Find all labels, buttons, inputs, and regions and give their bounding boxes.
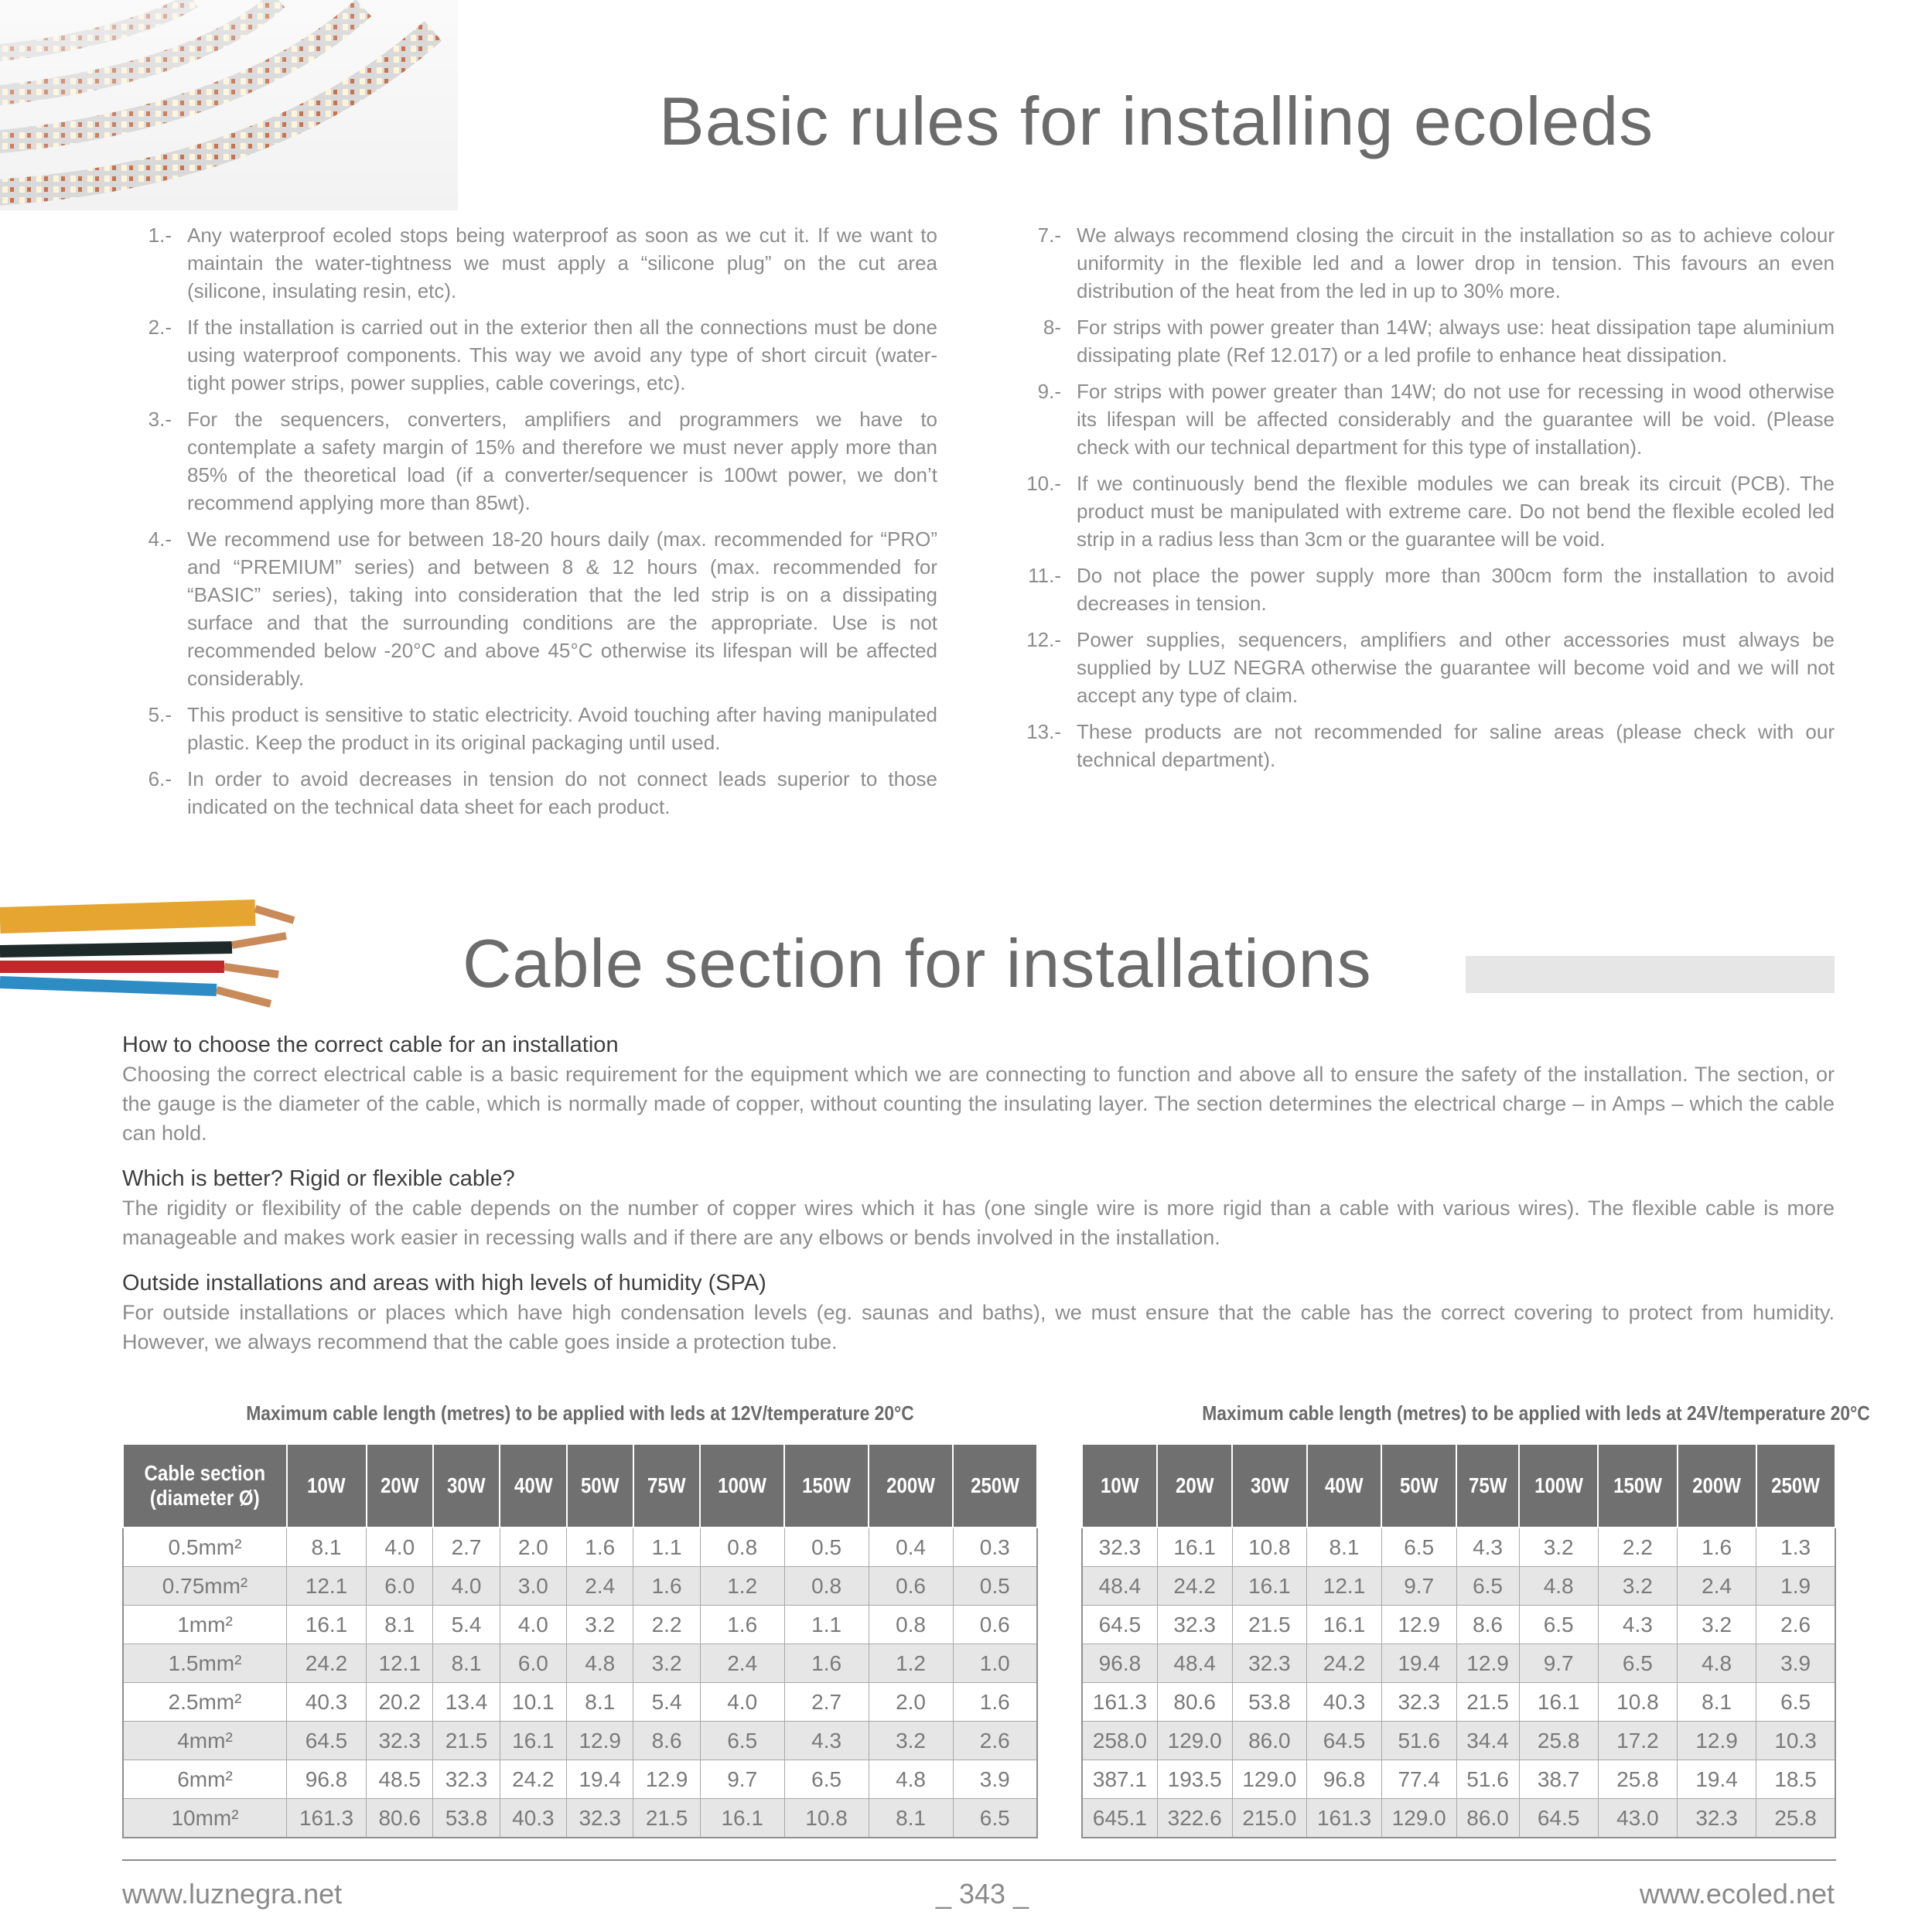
- rule-number: 10.-: [1026, 472, 1061, 495]
- rule-text: This product is sensitive to static electricity. Avoid touching after having manipulated plastic. Keep the product in its original packaging until used.: [187, 703, 937, 754]
- table-cell: 12.1: [287, 1567, 367, 1606]
- table-cell: 0.6: [953, 1606, 1037, 1644]
- cable-section-cell: 0.75mm²: [123, 1567, 287, 1606]
- column-header-label: 75W: [647, 1473, 686, 1497]
- rule-item: [124, 405, 937, 517]
- column-header: [953, 1444, 1037, 1528]
- table-cell: 64.5: [1519, 1799, 1598, 1838]
- rule-number: 6.-: [148, 767, 172, 790]
- table-cell: 1.2: [869, 1644, 953, 1683]
- table-cell: 80.6: [367, 1799, 433, 1838]
- rule-number: 2.-: [148, 316, 172, 339]
- table-cell: 40.3: [287, 1683, 367, 1722]
- table-cell: 64.5: [1307, 1722, 1382, 1760]
- table-cell: 25.8: [1519, 1722, 1598, 1760]
- table-cell: 32.3: [367, 1722, 433, 1760]
- rule-item: [1013, 469, 1835, 553]
- table-cell: 8.1: [1307, 1528, 1382, 1567]
- table-cell: 38.7: [1519, 1760, 1598, 1799]
- table-cell: 215.0: [1232, 1799, 1307, 1838]
- table-cell: 34.4: [1456, 1722, 1519, 1760]
- column-header: [1157, 1444, 1232, 1528]
- table-cell: 12.9: [1381, 1606, 1456, 1644]
- table-cell: 6.5: [953, 1799, 1037, 1838]
- column-header-label: 200W: [1692, 1473, 1742, 1497]
- table-cell: 0.5: [953, 1567, 1037, 1606]
- led-strip-photo: [0, 0, 458, 210]
- rule-number: 7.-: [1037, 224, 1061, 247]
- table-cell: 3.9: [1756, 1644, 1835, 1683]
- table-row: [123, 1760, 1037, 1799]
- table-cell: 6.5: [1381, 1528, 1456, 1567]
- rule-item: [1013, 377, 1835, 461]
- rule-text: We recommend use for between 18-20 hours daily (max. recommended for “PRO” and “PREMIUM” series) and between 8 & 12 hours (max. recommended for “BASIC” series), taking into consideration that the led strip is on a dissipating surface and that the surrounding conditions are the appropriate. Use is not recommended below -20°C and above 45°C otherwise its lifespan will be affected considerably.: [187, 527, 937, 690]
- cable-photo: [0, 889, 309, 1013]
- rules-title: Basic rules for installing ecoleds: [659, 83, 1654, 159]
- table-cell: 3.2: [1519, 1528, 1598, 1567]
- table-cell: 51.6: [1381, 1722, 1456, 1760]
- table-cell: 18.5: [1756, 1760, 1835, 1799]
- table-cell: 387.1: [1082, 1760, 1157, 1799]
- column-header-label: 100W: [718, 1473, 767, 1497]
- rule-number: 8-: [1043, 316, 1061, 339]
- table-header-row: [123, 1444, 1037, 1528]
- table-cell: 32.3: [1157, 1606, 1232, 1644]
- table-cell: 258.0: [1082, 1722, 1157, 1760]
- table-cell: 32.3: [433, 1760, 500, 1799]
- table-cell: 2.6: [953, 1722, 1037, 1760]
- table-cell: 20.2: [367, 1683, 433, 1722]
- table-cell: 24.2: [1307, 1644, 1382, 1683]
- table-cell: 19.4: [1678, 1760, 1756, 1799]
- rule-text: For the sequencers, converters, amplifiers and programmers we have to contemplate a safety margin of 15% and therefore we must never apply more than 85% of the theoretical load (if a converter/sequencer is 100wt power, we don’t recommend applying more than 85wt).: [187, 408, 937, 514]
- table-cell: 32.3: [1678, 1799, 1756, 1838]
- table-cell: 25.8: [1598, 1760, 1677, 1799]
- rule-item: [124, 765, 937, 821]
- table-cell: 1.1: [633, 1528, 700, 1567]
- table-cell: 1.6: [700, 1606, 784, 1644]
- table-24v-caption: Maximum cable length (metres) to be applied with leds at 24V/temperature 20°C: [1202, 1401, 1870, 1425]
- page-number: _ 343 _: [935, 1878, 1029, 1910]
- table-cell: 6.5: [1756, 1683, 1835, 1722]
- table-cell: 40.3: [1307, 1683, 1382, 1722]
- table-cell: 64.5: [287, 1722, 367, 1760]
- table-cell: 8.1: [287, 1528, 367, 1567]
- table-row: [1082, 1567, 1835, 1606]
- rule-text: In order to avoid decreases in tension do not connect leads superior to those indicated on the technical data sheet for each product.: [187, 767, 937, 818]
- table-row: [1082, 1683, 1835, 1722]
- table-header-row: [1082, 1444, 1835, 1528]
- rule-text: Any waterproof ecoled stops being waterproof as soon as we cut it. If we want to maintain the water-tightness we must apply a “silicone plug” on the cut area (silicone, insulating resin, etc).: [187, 224, 937, 302]
- table-cell: 25.8: [1756, 1799, 1835, 1838]
- rule-text: These products are not recommended for saline areas (please check with our technical department).: [1077, 720, 1835, 771]
- rule-text: For strips with power greater than 14W; do not use for recessing in wood otherwise its lifespan will be affected considerably and the guarantee will be void. (Please check with our technical department for this type of installation).: [1077, 380, 1835, 459]
- column-header-label: 30W: [447, 1473, 486, 1497]
- cable-section-cell: 10mm²: [123, 1799, 287, 1838]
- section-body: The rigidity or flexibility of the cable depends on the number of copper wires which it has (one single wire is more rigid than a cable with various wires). The flexible cable is more manageable and makes work easier in recessing walls and if there are any elbows or bends involved in the installation.: [122, 1196, 1835, 1249]
- table-cell: 4.8: [1678, 1644, 1756, 1683]
- table-cell: 64.5: [1082, 1606, 1157, 1644]
- table-cell: 1.6: [567, 1528, 633, 1567]
- table-cell: 53.8: [433, 1799, 500, 1838]
- column-header-label: 20W: [380, 1473, 419, 1497]
- column-header: [1381, 1444, 1456, 1528]
- table-cell: 0.8: [784, 1567, 869, 1606]
- column-header: [1598, 1444, 1677, 1528]
- table-cell: 21.5: [1232, 1606, 1307, 1644]
- table-cell: 3.2: [1598, 1567, 1677, 1606]
- column-header-label: 10W: [307, 1473, 346, 1497]
- cable-section-cell: 1mm²: [123, 1606, 287, 1644]
- decorative-bar: [1466, 956, 1835, 993]
- table-cell: 3.0: [500, 1567, 566, 1606]
- table-cell: 12.9: [567, 1722, 633, 1760]
- rule-number: 1.-: [148, 224, 172, 247]
- column-header: [700, 1444, 784, 1528]
- table-cell: 10.8: [1598, 1683, 1677, 1722]
- column-header: [367, 1444, 433, 1528]
- table-cell: 6.5: [700, 1722, 784, 1760]
- table-cell: 2.7: [784, 1683, 869, 1722]
- table-cell: 10.8: [784, 1799, 869, 1838]
- column-header-label: 20W: [1175, 1473, 1214, 1497]
- cable-section-cell: 6mm²: [123, 1760, 287, 1799]
- table-cell: 1.6: [953, 1683, 1037, 1722]
- table-cell: 6.5: [784, 1760, 869, 1799]
- table-cell: 0.3: [953, 1528, 1037, 1567]
- table-cell: 6.0: [500, 1644, 566, 1683]
- section-body: For outside installations or places which have high condensation levels (eg. saunas and baths), we must ensure that the cable has the correct covering to protect from humidity. However, we always recommend that the cable goes inside a protection tube.: [122, 1301, 1835, 1353]
- table-cell: 2.0: [869, 1683, 953, 1722]
- table-cell: 13.4: [433, 1683, 500, 1722]
- table-cell: 1.6: [1678, 1528, 1756, 1567]
- rule-number: 11.-: [1028, 564, 1061, 587]
- table-cell: 0.5: [784, 1528, 869, 1567]
- table-cell: 12.1: [367, 1644, 433, 1683]
- table-row: [1082, 1528, 1835, 1567]
- table-cell: 3.2: [1678, 1606, 1756, 1644]
- column-header: [1232, 1444, 1307, 1528]
- table-cell: 21.5: [433, 1722, 500, 1760]
- table-cell: 96.8: [287, 1760, 367, 1799]
- table-row: [1082, 1799, 1835, 1838]
- table-cell: 193.5: [1157, 1760, 1232, 1799]
- table-cell: 8.6: [633, 1722, 700, 1760]
- column-header-label: 10W: [1100, 1473, 1139, 1497]
- table-cell: 86.0: [1232, 1722, 1307, 1760]
- table-cell: 12.9: [633, 1760, 700, 1799]
- column-header: [1519, 1444, 1598, 1528]
- table-cell: 16.1: [287, 1606, 367, 1644]
- table-cell: 48.4: [1082, 1567, 1157, 1606]
- table-cell: 2.0: [500, 1528, 566, 1567]
- table-cell: 1.6: [784, 1644, 869, 1683]
- rule-text: If the installation is carried out in the exterior then all the connections must be done using waterproof components. This way we avoid any type of short circuit (water-tight power strips, power supplies, cable coverings, etc).: [187, 316, 937, 394]
- footer-link-ecoled[interactable]: www.ecoled.net: [1639, 1878, 1835, 1910]
- table-row: [123, 1683, 1037, 1722]
- table-cell: 4.0: [500, 1606, 566, 1644]
- table-cell: 645.1: [1082, 1799, 1157, 1838]
- table-cell: 9.7: [700, 1760, 784, 1799]
- table-cell: 17.2: [1598, 1722, 1677, 1760]
- table-row: [1082, 1606, 1835, 1644]
- table-cell: 24.2: [500, 1760, 566, 1799]
- section-outside-humidity: [122, 1268, 1835, 1357]
- rule-number: 5.-: [148, 703, 172, 726]
- table-row: [1082, 1644, 1835, 1683]
- table-cell: 12.1: [1307, 1567, 1382, 1606]
- table-cell: 3.9: [953, 1760, 1037, 1799]
- table-row: [1082, 1722, 1835, 1760]
- table-cell: 53.8: [1232, 1683, 1307, 1722]
- cable-section-cell: 1.5mm²: [123, 1644, 287, 1683]
- rule-text: For strips with power greater than 14W; always use: heat dissipation tape aluminium dissipating plate (Ref 12.017) or a led profile to enhance heat dissipation.: [1077, 316, 1835, 367]
- table-row: [123, 1528, 1037, 1567]
- table-cell: 129.0: [1381, 1799, 1456, 1838]
- table-cell: 48.5: [367, 1760, 433, 1799]
- table-row: [123, 1644, 1037, 1683]
- table-cell: 10.1: [500, 1683, 566, 1722]
- cable-section-cell: 2.5mm²: [123, 1683, 287, 1722]
- table-cell: 2.7: [433, 1528, 500, 1567]
- rule-text: If we continuously bend the flexible modules we can break its circuit (PCB). The product must be manipulated with extreme care. Do not bend the flexible ecoled led strip in a radius less than 3cm or the guarantee will be void.: [1077, 472, 1835, 551]
- column-header-label: 50W: [1399, 1473, 1439, 1497]
- rules-list-right: [1013, 221, 1835, 782]
- column-header-label: 250W: [1771, 1473, 1821, 1497]
- rule-item: [124, 525, 937, 692]
- column-header-label: 150W: [802, 1473, 852, 1497]
- column-header: [1678, 1444, 1756, 1528]
- table-cell: 161.3: [1082, 1683, 1157, 1722]
- table-cell: 3.2: [869, 1722, 953, 1760]
- table-cell: 129.0: [1157, 1722, 1232, 1760]
- section-heading: Outside installations and areas with high levels of humidity (SPA): [122, 1271, 766, 1295]
- table-cell: 21.5: [1456, 1683, 1519, 1722]
- table-cell: 8.1: [367, 1606, 433, 1644]
- column-header: [1307, 1444, 1382, 1528]
- rule-item: [1013, 562, 1835, 617]
- rule-item: [1013, 626, 1835, 709]
- column-header: [433, 1444, 500, 1528]
- table-cell: 16.1: [500, 1722, 566, 1760]
- footer-link-luznegra[interactable]: www.luznegra.net: [122, 1878, 343, 1910]
- table-row: [123, 1799, 1037, 1838]
- table-cell: 0.8: [700, 1528, 784, 1567]
- column-header: [784, 1444, 869, 1528]
- column-header-label: 100W: [1534, 1473, 1583, 1497]
- table-cell: 6.5: [1519, 1606, 1598, 1644]
- cable-section-header-label: Cable section (diameter Ø): [144, 1461, 266, 1510]
- table-cell: 80.6: [1157, 1683, 1232, 1722]
- column-header-label: 40W: [1325, 1473, 1364, 1497]
- table-cell: 51.6: [1456, 1760, 1519, 1799]
- table-cell: 0.6: [869, 1567, 953, 1606]
- table-cell: 6.0: [367, 1567, 433, 1606]
- table-cell: 1.0: [953, 1644, 1037, 1683]
- table-cell: 12.9: [1456, 1644, 1519, 1683]
- table-cell: 43.0: [1598, 1799, 1677, 1838]
- table-cell: 19.4: [1381, 1644, 1456, 1683]
- footer-divider: [122, 1859, 1836, 1861]
- table-cell: 0.8: [869, 1606, 953, 1644]
- table-cell: 1.2: [700, 1567, 784, 1606]
- table-cell: 12.9: [1678, 1722, 1756, 1760]
- table-cell: 3.2: [633, 1644, 700, 1683]
- column-header-label: 50W: [580, 1473, 620, 1497]
- column-header: [287, 1444, 367, 1528]
- cable-section-cell: 0.5mm²: [123, 1528, 287, 1567]
- table-cell: 10.3: [1756, 1722, 1835, 1760]
- rule-number: 3.-: [148, 408, 172, 431]
- table-cell: 1.1: [784, 1606, 869, 1644]
- table-row: [123, 1606, 1037, 1644]
- table-row: [123, 1722, 1037, 1760]
- table-cell: 4.0: [433, 1567, 500, 1606]
- cable-section-header: [123, 1444, 287, 1528]
- table-cell: 2.4: [1678, 1567, 1756, 1606]
- table-cell: 4.3: [1456, 1528, 1519, 1567]
- table-cell: 96.8: [1082, 1644, 1157, 1683]
- table-cell: 19.4: [567, 1760, 633, 1799]
- table-cell: 40.3: [500, 1799, 566, 1838]
- table-cell: 4.0: [700, 1683, 784, 1722]
- table-cell: 8.1: [869, 1799, 953, 1838]
- column-header-label: 150W: [1613, 1473, 1662, 1497]
- table-cell: 32.3: [1381, 1683, 1456, 1722]
- table-cell: 129.0: [1232, 1760, 1307, 1799]
- column-header: [633, 1444, 700, 1528]
- table-cell: 2.4: [700, 1644, 784, 1683]
- table-cell: 4.8: [567, 1644, 633, 1683]
- column-header: [1082, 1444, 1157, 1528]
- rule-number: 13.-: [1026, 720, 1061, 743]
- table-row: [1082, 1760, 1835, 1799]
- rule-item: [124, 701, 937, 756]
- table-cell: 8.6: [1456, 1606, 1519, 1644]
- table-cell: 16.1: [700, 1799, 784, 1838]
- table-cell: 161.3: [287, 1799, 367, 1838]
- table-cell: 16.1: [1157, 1528, 1232, 1567]
- table-cell: 86.0: [1456, 1799, 1519, 1838]
- table-cell: 8.1: [433, 1644, 500, 1683]
- column-header-label: 40W: [514, 1473, 553, 1497]
- table-cell: 4.3: [1598, 1606, 1677, 1644]
- cable-section-cell: 4mm²: [123, 1722, 287, 1760]
- section-heading: How to choose the correct cable for an installation: [122, 1033, 619, 1057]
- table-cell: 4.8: [1519, 1567, 1598, 1606]
- rule-text: Power supplies, sequencers, amplifiers and other accessories must always be supplied by LUZ NEGRA otherwise the guarantee will become void and we will not accept any type of claim.: [1077, 628, 1835, 707]
- table-cell: 5.4: [433, 1606, 500, 1644]
- table-12v: [122, 1443, 1038, 1838]
- column-header: [1456, 1444, 1519, 1528]
- rule-text: Do not place the power supply more than 300cm form the installation to avoid decreases in tension.: [1077, 564, 1835, 615]
- table-cell: 32.3: [1232, 1644, 1307, 1683]
- table-cell: 2.6: [1756, 1606, 1835, 1644]
- table-cell: 8.1: [567, 1683, 633, 1722]
- table-cell: 322.6: [1157, 1799, 1232, 1838]
- column-header-label: 30W: [1250, 1473, 1289, 1497]
- table-cell: 6.5: [1456, 1567, 1519, 1606]
- rule-item: [1013, 718, 1835, 773]
- table-cell: 16.1: [1307, 1606, 1382, 1644]
- table-cell: 2.4: [567, 1567, 633, 1606]
- table-cell: 77.4: [1381, 1760, 1456, 1799]
- rule-item: [1013, 313, 1835, 369]
- rule-item: [1013, 221, 1835, 305]
- column-header: [869, 1444, 953, 1528]
- rule-number: 12.-: [1026, 628, 1061, 651]
- table-cell: 16.1: [1232, 1567, 1307, 1606]
- table-cell: 2.2: [633, 1606, 700, 1644]
- rule-number: 9.-: [1037, 380, 1061, 403]
- column-header-label: 75W: [1468, 1473, 1507, 1497]
- table-cell: 16.1: [1519, 1683, 1598, 1722]
- rule-text: We always recommend closing the circuit in the installation so as to achieve colour uniformity in the flexible led and a lower drop in tension. This favours an even distribution of the heat from the led in up to 30% more.: [1077, 224, 1835, 302]
- table-cell: 4.8: [869, 1760, 953, 1799]
- table-cell: 1.9: [1756, 1567, 1835, 1606]
- table-cell: 1.6: [633, 1567, 700, 1606]
- table-12v-caption: Maximum cable length (metres) to be applied with leds at 12V/temperature 20°C: [246, 1401, 914, 1425]
- table-cell: 10.8: [1232, 1528, 1307, 1567]
- column-header: [1756, 1444, 1835, 1528]
- table-cell: 0.4: [869, 1528, 953, 1567]
- section-heading: Which is better? Rigid or flexible cable?: [122, 1166, 515, 1191]
- table-cell: 48.4: [1157, 1644, 1232, 1683]
- table-cell: 21.5: [633, 1799, 700, 1838]
- column-header: [567, 1444, 633, 1528]
- table-row: [123, 1567, 1037, 1606]
- table-cell: 9.7: [1519, 1644, 1598, 1683]
- table-cell: 5.4: [633, 1683, 700, 1722]
- column-header: [500, 1444, 566, 1528]
- table-cell: 8.1: [1678, 1683, 1756, 1722]
- rule-number: 4.-: [148, 527, 172, 551]
- table-cell: 6.5: [1598, 1644, 1677, 1683]
- rule-item: [124, 313, 937, 397]
- table-24v: [1081, 1443, 1836, 1838]
- table-cell: 96.8: [1307, 1760, 1382, 1799]
- table-cell: 1.3: [1756, 1528, 1835, 1567]
- rules-list-left: [124, 221, 937, 829]
- section-body: Choosing the correct electrical cable is a basic requirement for the equipment which we are connecting to function and above all to ensure the safety of the installation. The section, or the gauge is the diameter of the cable, which is normally made of copper, without counting the insulating layer. The section determines the electrical charge – in Amps – which the cable can hold.: [122, 1063, 1835, 1145]
- rule-item: [124, 221, 937, 305]
- table-cell: 32.3: [567, 1799, 633, 1838]
- table-cell: 161.3: [1307, 1799, 1382, 1838]
- table-cell: 9.7: [1381, 1567, 1456, 1606]
- cable-section-title: Cable section for installations: [463, 925, 1372, 1002]
- table-cell: 4.0: [367, 1528, 433, 1567]
- table-cell: 2.2: [1598, 1528, 1677, 1567]
- column-header-label: 250W: [971, 1473, 1019, 1497]
- table-cell: 32.3: [1082, 1528, 1157, 1567]
- table-cell: 24.2: [287, 1644, 367, 1683]
- column-header-label: 200W: [886, 1473, 935, 1497]
- section-rigid-flexible: [122, 1164, 1835, 1252]
- section-choose-cable: [122, 1030, 1835, 1148]
- table-cell: 3.2: [567, 1606, 633, 1644]
- table-cell: 24.2: [1157, 1567, 1232, 1606]
- table-cell: 4.3: [784, 1722, 869, 1760]
